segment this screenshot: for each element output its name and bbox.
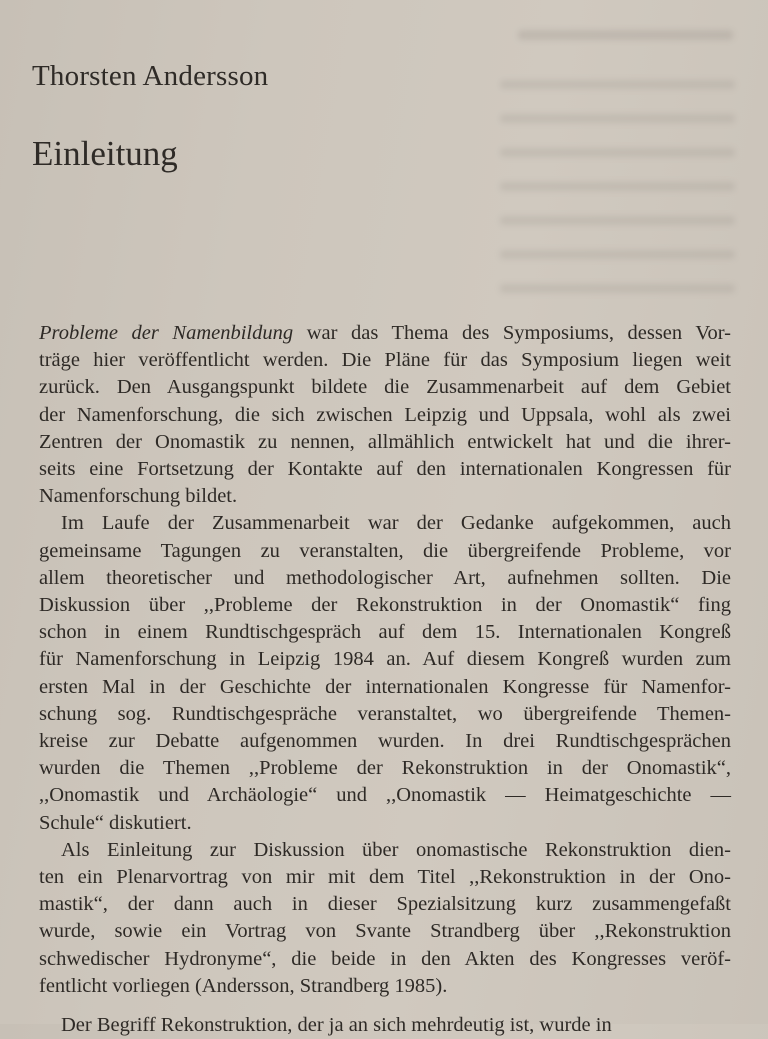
text-line: Im Laufe der Zusammenarbeit war der Gedanke aufgekommen, auch bbox=[61, 512, 731, 535]
text-line: Probleme der Namenbildung war das Thema des Symposiums, dessen Vor- bbox=[39, 322, 732, 344]
text-line: schon in einem Rundtischgespräch auf dem 15. Internationalen Kongreß bbox=[39, 621, 731, 644]
text-line: allem theoretischer und methodologischer Art, aufnehmen sollten. Die bbox=[39, 566, 731, 589]
text-line: träge hier veröffentlicht werden. Die Pläne für das Symposium liegen weit bbox=[39, 349, 731, 372]
text-line: seits eine Fortsetzung der Kontakte auf den internationalen Kongressen für bbox=[39, 458, 731, 481]
text-line: Schule“ diskutiert. bbox=[39, 811, 192, 834]
text-line: ,,Onomastik und Archäologie“ und ,,Onomastik — Heimatgeschichte — bbox=[39, 784, 731, 807]
text-line: schung sog. Rundtischgespräche veranstaltet, wo übergreifende Themen- bbox=[39, 702, 731, 725]
text-line: ten ein Plenarvortrag von mir mit dem Titel ,,Rekonstruktion in der Ono- bbox=[39, 866, 731, 889]
text-line: kreise zur Debatte aufgenommen wurden. In drei Rundtischgesprächen bbox=[39, 730, 731, 753]
text-line: ersten Mal in der Geschichte der internationalen Kongresse für Namenfor- bbox=[39, 675, 731, 698]
text-line: wurde, sowie ein Vortrag von Svante Strandberg über ,,Rekonstruktion bbox=[39, 920, 731, 943]
italic-title: Probleme der Namenbildung bbox=[39, 322, 294, 344]
text-line: Diskussion über ,,Probleme der Rekonstruktion in der Onomastik“ fing bbox=[39, 594, 731, 617]
text-line: Namenforschung bildet. bbox=[39, 485, 238, 508]
paragraph-3 bbox=[39, 837, 731, 1000]
bleed-through-text bbox=[500, 80, 735, 318]
paragraph-1 bbox=[39, 320, 731, 510]
chapter-title: Einleitung bbox=[32, 134, 178, 173]
author-name: Thorsten Andersson bbox=[32, 60, 269, 92]
text-line: zurück. Den Ausgangspunkt bildete die Zusammenarbeit auf dem Gebiet bbox=[39, 376, 731, 399]
text-line: für Namenforschung in Leipzig 1984 an. Auf diesem Kongreß wurden zum bbox=[39, 648, 731, 671]
text-line: Als Einleitung zur Diskussion über onomastische Rekonstruktion dien- bbox=[61, 838, 731, 861]
text-line: mastik“, der dann auch in dieser Spezialsitzung kurz zusammengefaßt bbox=[39, 893, 731, 916]
body-text bbox=[39, 320, 731, 1000]
paragraph-2 bbox=[39, 510, 731, 836]
text-line: wurden die Themen ,,Probleme der Rekonstruktion in der Onomastik“, bbox=[39, 757, 731, 780]
cutoff-text-line: Der Begriff Rekonstruktion, der ja an sich mehrdeutig ist, wurde in bbox=[61, 1014, 612, 1036]
bleed-through-running-head bbox=[518, 30, 733, 40]
text-line: fentlicht vorliegen (Andersson, Strandberg 1985). bbox=[39, 974, 448, 997]
text-line: Zentren der Onomastik zu nennen, allmählich entwickelt hat und die ihrer- bbox=[39, 430, 731, 453]
text-line: gemeinsame Tagungen zu veranstalten, die übergreifende Probleme, vor bbox=[39, 539, 731, 562]
text-line: der Namenforschung, die sich zwischen Leipzig und Uppsala, wohl als zwei bbox=[39, 403, 731, 426]
text-line: schwedischer Hydronyme“, die beide in den Akten des Kongresses veröf- bbox=[39, 947, 731, 970]
